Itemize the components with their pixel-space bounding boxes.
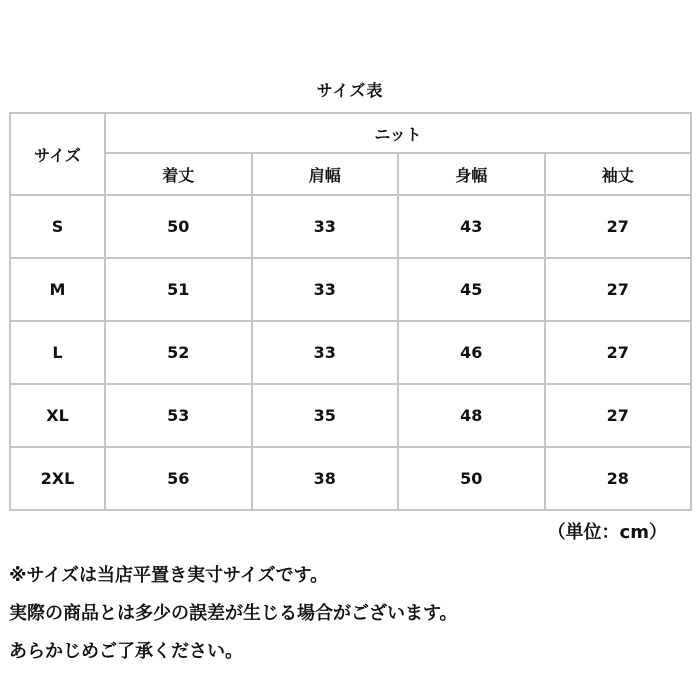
note-line: ※サイズは当店平置き実寸サイズです。	[9, 565, 329, 586]
value-cell: 27	[545, 384, 692, 447]
size-cell: XL	[10, 384, 105, 447]
unit-note: （単位：cm）	[547, 522, 667, 543]
value-cell: 56	[105, 447, 252, 510]
table-row	[10, 258, 691, 321]
size-cell: 2XL	[10, 447, 105, 510]
table-subheader-row	[10, 153, 691, 195]
value-cell: 52	[105, 321, 252, 384]
table-header-row	[10, 113, 691, 153]
value-cell: 51	[105, 258, 252, 321]
value-cell: 33	[252, 258, 399, 321]
value-cell: 50	[398, 447, 545, 510]
note-line: 実際の商品とは多少の誤差が生じる場合がございます。	[9, 603, 458, 624]
value-cell: 45	[398, 258, 545, 321]
value-cell: 27	[545, 195, 692, 258]
size-cell: L	[10, 321, 105, 384]
value-cell: 33	[252, 321, 399, 384]
value-cell: 27	[545, 321, 692, 384]
column-header-shoulder: 肩幅	[252, 153, 399, 195]
table-row	[10, 447, 691, 510]
value-cell: 53	[105, 384, 252, 447]
notes	[9, 562, 689, 676]
table-row	[10, 321, 691, 384]
table-row	[10, 384, 691, 447]
value-cell: 43	[398, 195, 545, 258]
size-column-header: サイズ	[10, 113, 105, 195]
value-cell: 33	[252, 195, 399, 258]
value-cell: 48	[398, 384, 545, 447]
size-cell: M	[10, 258, 105, 321]
value-cell: 50	[105, 195, 252, 258]
value-cell: 38	[252, 447, 399, 510]
size-cell: S	[10, 195, 105, 258]
table-row	[10, 195, 691, 258]
value-cell: 46	[398, 321, 545, 384]
value-cell: 28	[545, 447, 692, 510]
column-header-chest: 身幅	[398, 153, 545, 195]
column-header-sleeve: 袖丈	[545, 153, 692, 195]
group-header: ニット	[105, 113, 691, 153]
column-header-length: 着丈	[105, 153, 252, 195]
note-line: あらかじめご了承ください。	[9, 641, 243, 662]
value-cell: 35	[252, 384, 399, 447]
size-table	[9, 112, 692, 511]
page-title: サイズ表	[316, 81, 384, 100]
value-cell: 27	[545, 258, 692, 321]
